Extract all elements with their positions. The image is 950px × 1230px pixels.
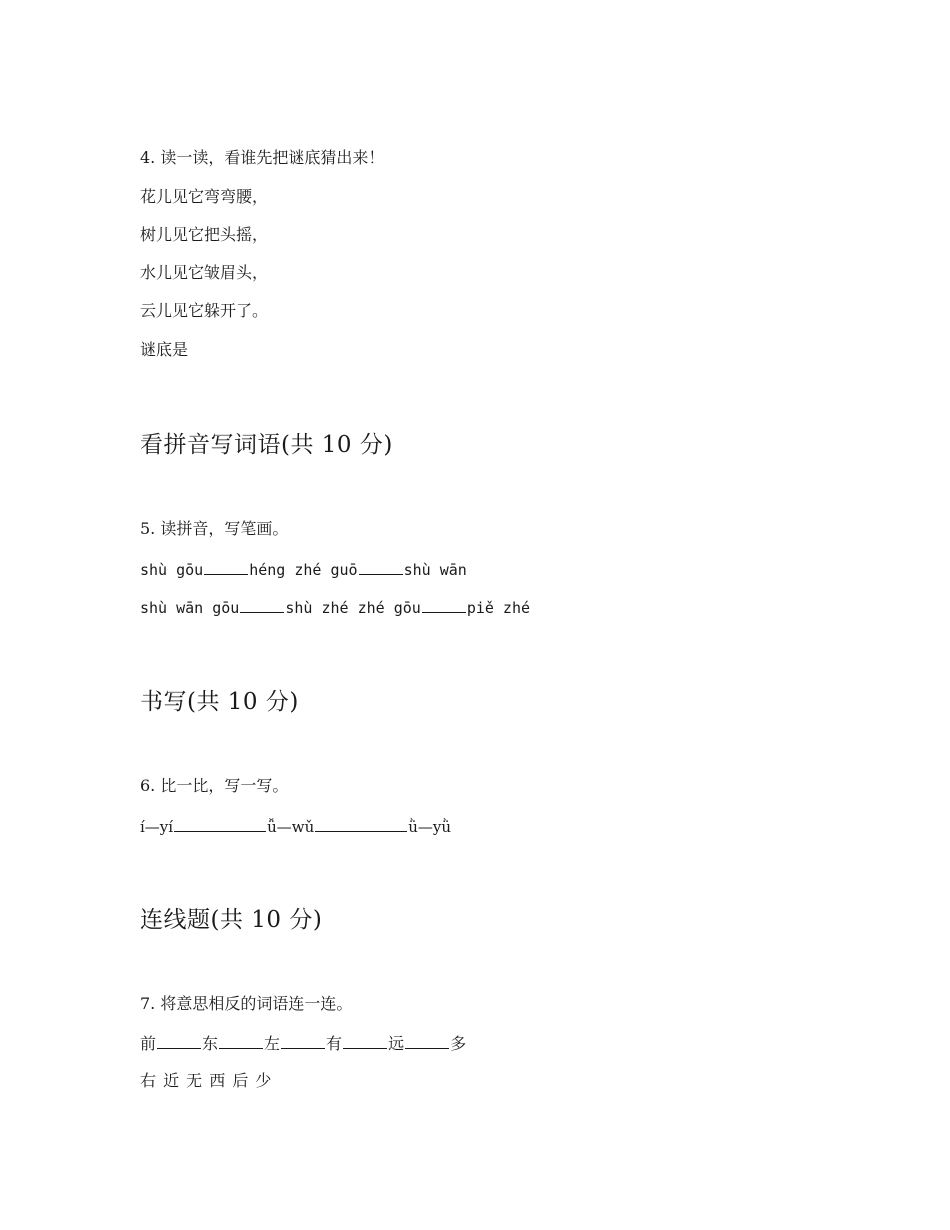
q7-prompt: 7. 将意思相反的词语连一连。 <box>140 994 353 1013</box>
q4-line-1: 花儿见它弯弯腰， <box>140 187 269 206</box>
q5-row2-item-3: piě zhé <box>466 599 531 617</box>
q4-line-4: 云儿见它躲开了。 <box>140 301 269 320</box>
q7-word-1: 前 <box>140 1034 157 1053</box>
answer-blank[interactable] <box>204 558 248 575</box>
q7-word-6: 多 <box>450 1034 467 1053</box>
q6-item-1: í—yí <box>140 818 174 836</box>
connect-line[interactable] <box>219 1032 263 1049</box>
answer-blank[interactable] <box>359 558 403 575</box>
section-title-pinyin: 看拼音写词语(共 10 分) <box>140 432 393 458</box>
section-title-matching: 连线题(共 10 分) <box>140 907 323 933</box>
q7-word-5: 远 <box>388 1034 405 1053</box>
q5-row1-item-3: shù wān <box>403 561 467 579</box>
q5-row-2 <box>140 596 530 618</box>
answer-blank[interactable] <box>240 596 284 613</box>
connect-line[interactable] <box>343 1032 387 1049</box>
q7-word-2: 东 <box>202 1034 219 1053</box>
section-title-writing: 书写(共 10 分) <box>140 689 299 715</box>
connect-line[interactable] <box>281 1032 325 1049</box>
q6-row <box>140 815 451 837</box>
q5-prompt: 5. 读拼音，写笔画。 <box>140 519 289 538</box>
answer-blank[interactable] <box>174 815 266 832</box>
q7-bottom-row: 右 近 无 西 后 少 <box>140 1071 273 1090</box>
q4-line-2: 树儿见它把头摇， <box>140 225 269 244</box>
q4-prompt: 4. 读一读，看谁先把谜底猜出来！ <box>140 148 385 167</box>
connect-line[interactable] <box>157 1032 201 1049</box>
answer-blank[interactable] <box>422 596 466 613</box>
q4-line-3: 水儿见它皱眉头， <box>140 263 269 282</box>
q7-word-3: 左 <box>264 1034 281 1053</box>
q5-row2-item-2: shù zhé zhé gōu <box>285 599 421 617</box>
q6-item-3: ǜ—yǜ <box>408 818 452 836</box>
q7-word-4: 有 <box>326 1034 343 1053</box>
answer-blank[interactable] <box>315 815 407 832</box>
connect-line[interactable] <box>405 1032 449 1049</box>
q5-row1-item-2: héng zhé guō <box>249 561 358 579</box>
q5-row-1 <box>140 558 467 580</box>
q6-item-2: ǚ—wǔ <box>267 818 315 836</box>
q7-top-row <box>140 1032 466 1054</box>
q5-row1-item-1: shù gōu <box>140 561 204 579</box>
q6-prompt: 6. 比一比，写一写。 <box>140 776 289 795</box>
q5-row2-item-1: shù wān gōu <box>140 599 240 617</box>
q4-answer-label: 谜底是 <box>140 340 189 359</box>
